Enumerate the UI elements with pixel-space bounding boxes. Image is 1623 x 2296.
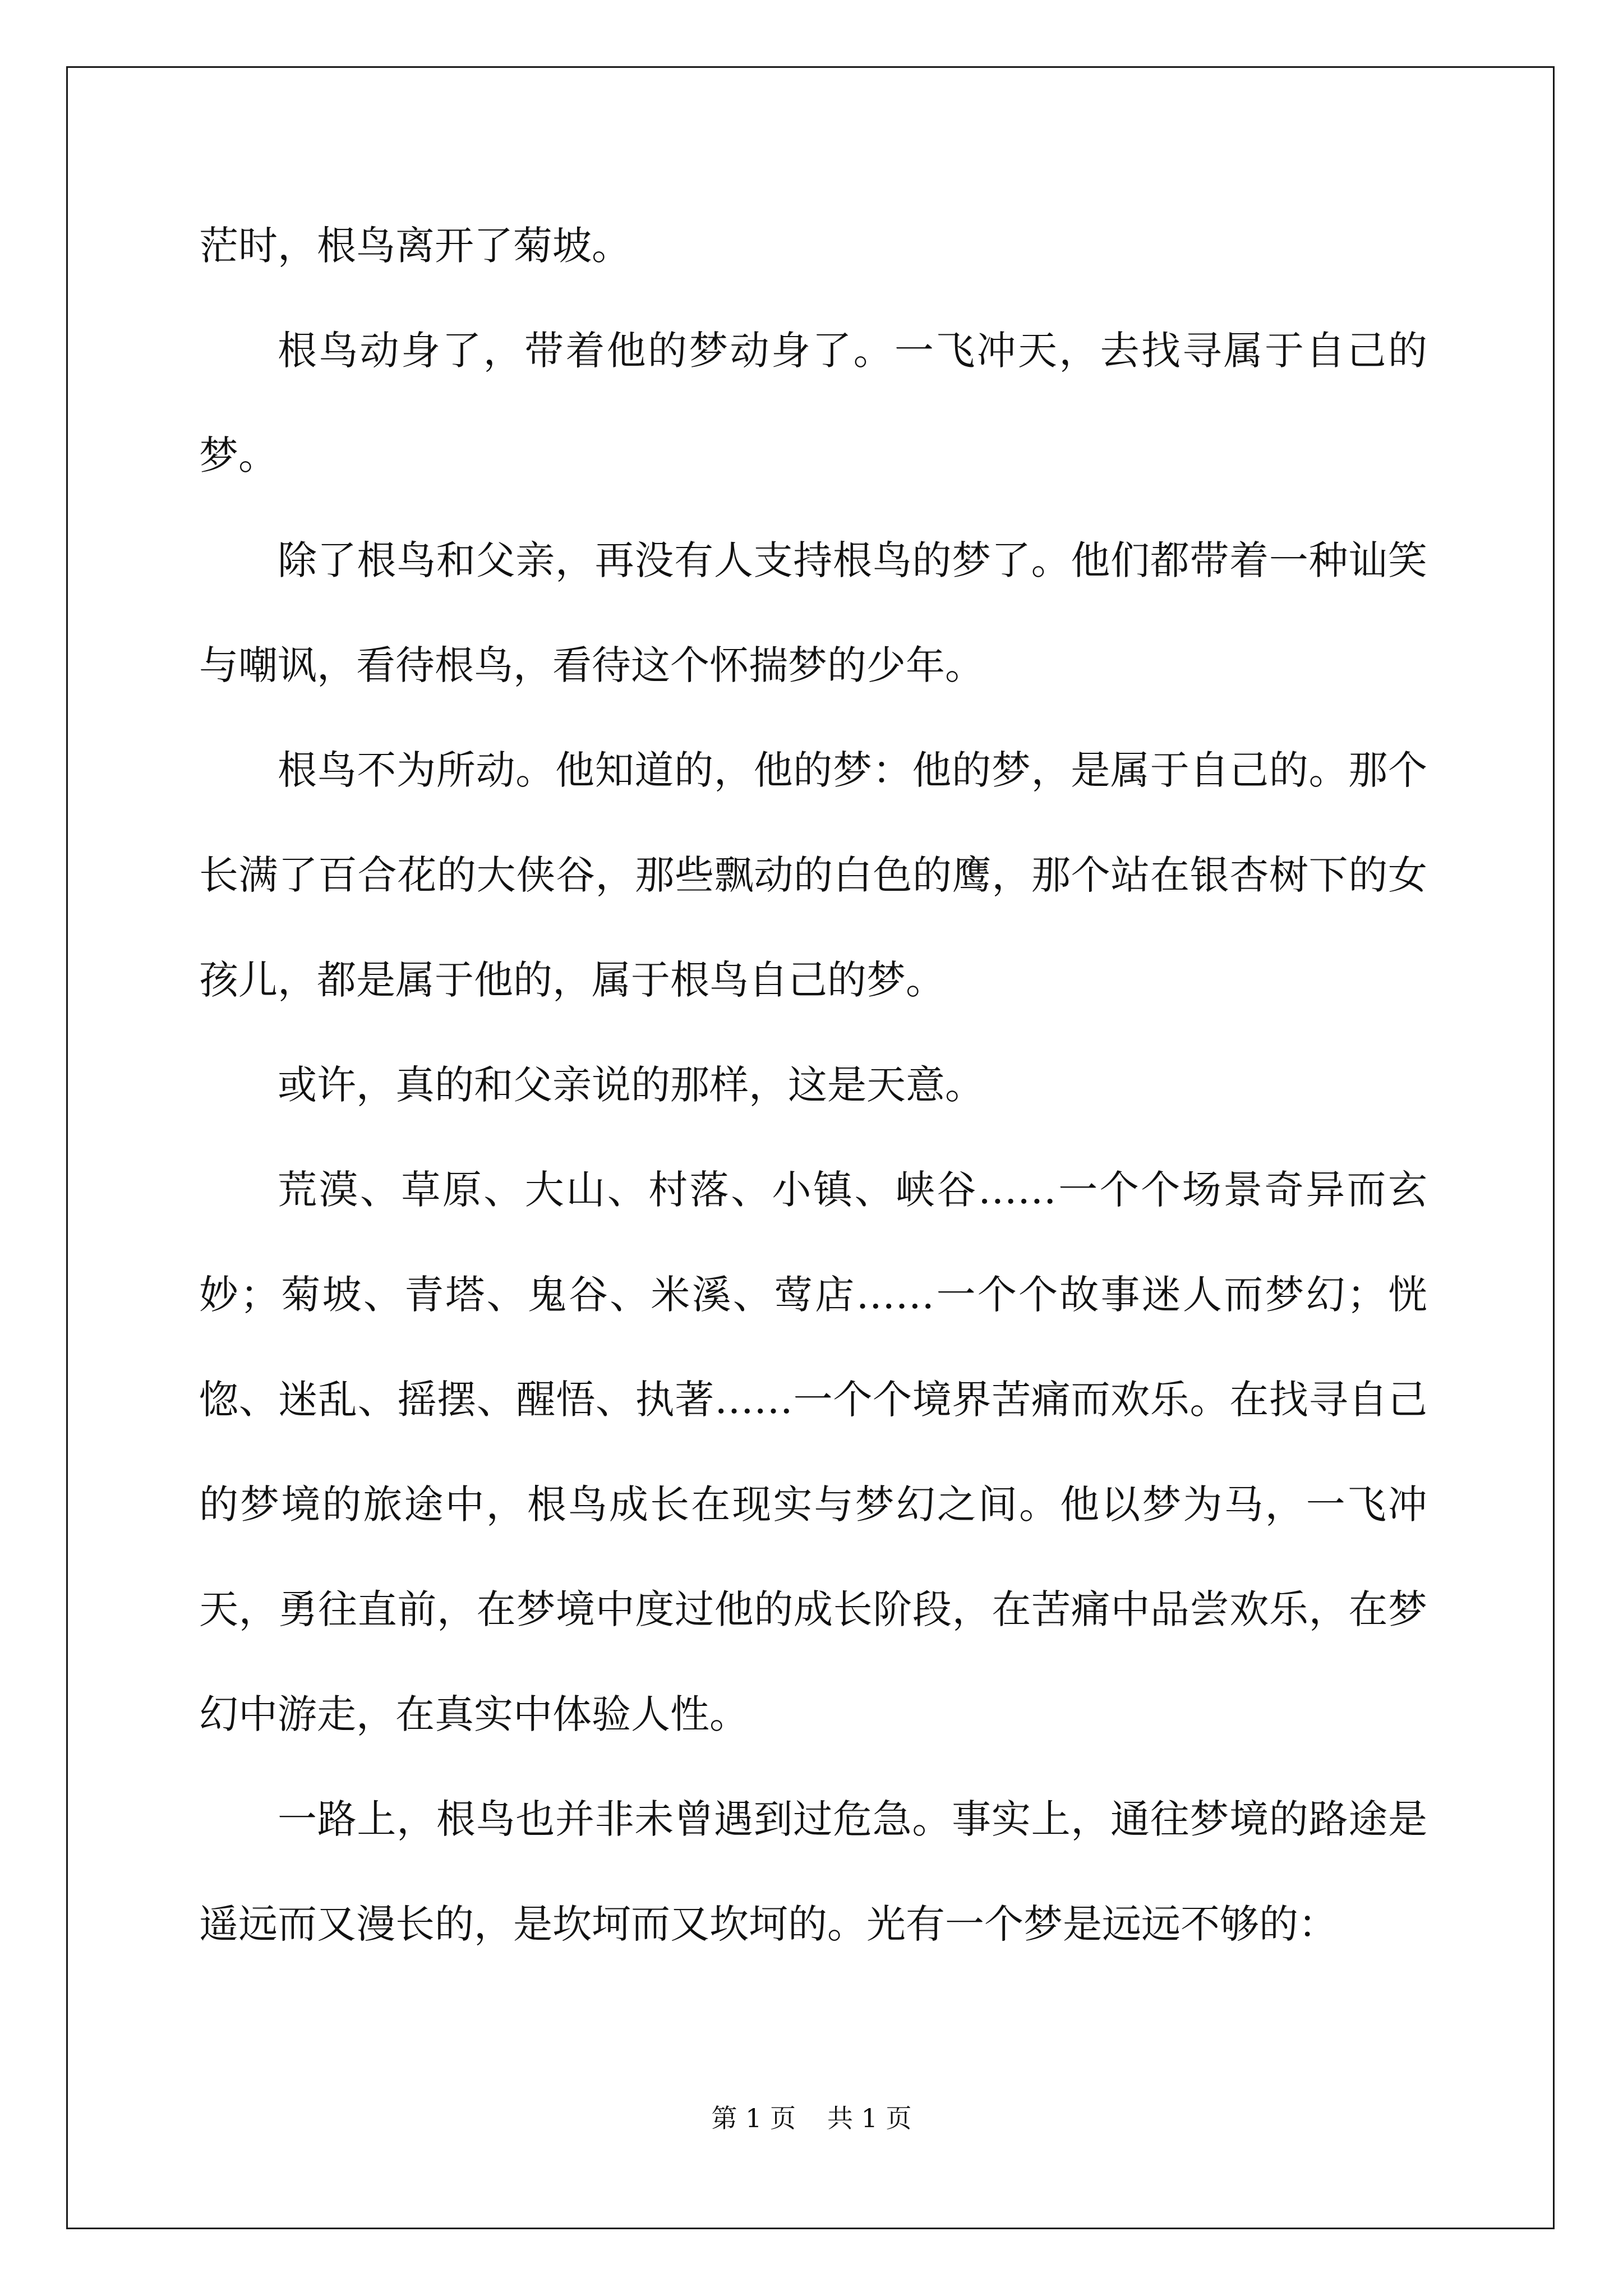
paragraph-1: 茫时，根鸟离开了菊坡。	[199, 223, 631, 269]
page-total: 共 1 页	[827, 2103, 912, 2133]
paragraph-7: 一路上，根鸟也并非未曾遇到过危急。事实上，通往梦境的路途是遥远而又漫长的，是坎坷而又坎坷的。光有一个梦是远远不够的：	[199, 1796, 1427, 1947]
paragraph-5: 或许，真的和父亲说的那样，这是天意。	[278, 1062, 984, 1108]
paragraph-2: 根鸟动身了，带着他的梦动身了。一飞冲天，去找寻属于自己的梦。	[199, 328, 1427, 478]
paragraph-3: 除了根鸟和父亲，再没有人支持根鸟的梦了。他们都带着一种讪笑与嘲讽，看待根鸟，看待这个怀揣梦的少年。	[199, 537, 1427, 688]
page-footer	[0, 2098, 1623, 2135]
paragraph-6: 荒漠、草原、大山、村落、小镇、峡谷……一个个场景奇异而玄妙；菊坡、青塔、鬼谷、米溪、莺店……一个个故事迷人而梦幻；恍惚、迷乱、摇摆、醒悟、执著……一个个境界苦痛而欢乐。在找寻自己的梦境的旅途中，根鸟成长在现实与梦幻之间。他以梦为马，一飞冲天，勇往直前，在梦境中度过他的成长阶段，在苦痛中品尝欢乐，在梦幻中游走，在真实中体验人性。	[199, 1167, 1427, 1737]
page-number: 第 1 页	[711, 2103, 796, 2133]
document-body	[199, 194, 1427, 1977]
paragraph-4: 根鸟不为所动。他知道的，他的梦：他的梦，是属于自己的。那个长满了百合花的大侠谷，那些飘动的白色的鹰，那个站在银杏树下的女孩儿，都是属于他的，属于根鸟自己的梦。	[199, 747, 1427, 1003]
